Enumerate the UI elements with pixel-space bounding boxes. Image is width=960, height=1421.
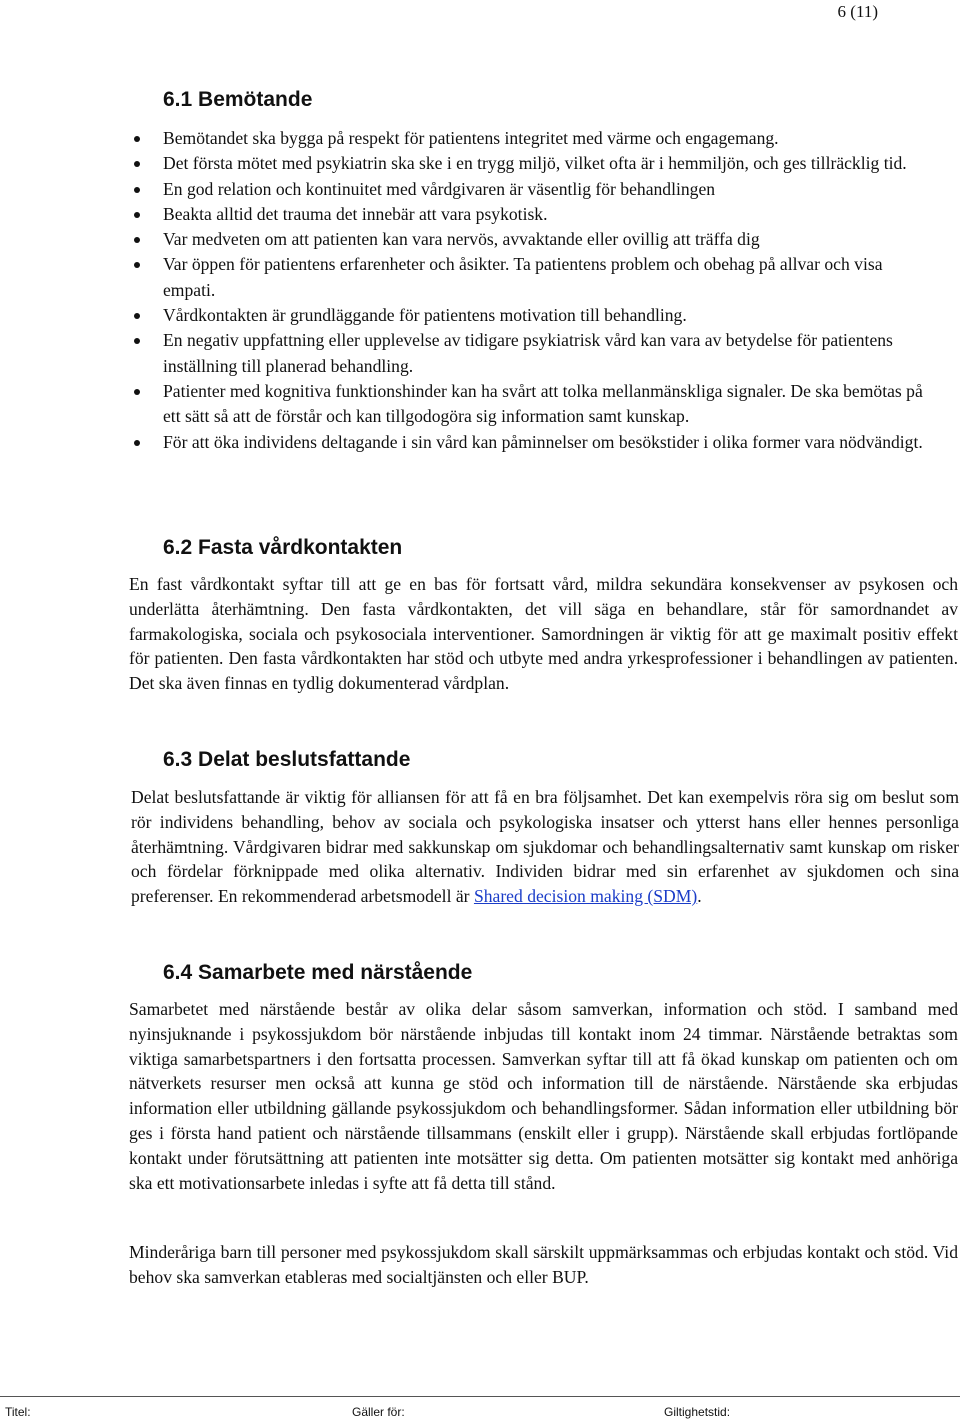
- section-heading-fasta-vardkontakten: 6.2 Fasta vårdkontakten: [163, 536, 403, 559]
- footer-validity-label: Giltighetstid:: [664, 1405, 731, 1419]
- list-item-text: Var öppen för patientens erfarenheter och åsikter. Ta patientens problem och obehag på allvar och visa empati.: [163, 254, 883, 300]
- list-item-text: En god relation och kontinuitet med vårdgivaren är väsentlig för behandlingen: [163, 178, 716, 199]
- list-item-text: Var medveten om att patienten kan vara nervös, avvaktande eller ovillig att träffa dig: [163, 229, 760, 250]
- sentence-end: .: [697, 886, 702, 907]
- list-item-text: En negativ uppfattning eller upplevelse av tidigare psykiatrisk vård kan vara av betydelse för patientens inställning till planerad behandling.: [163, 330, 893, 376]
- bullet-icon: [134, 136, 140, 142]
- list-item: [0, 303, 933, 328]
- sdm-link[interactable]: Shared decision making (SDM): [473, 886, 698, 907]
- list-item: [0, 328, 933, 379]
- section-heading-bemotande: 6.1 Bemötande: [163, 88, 313, 111]
- list-item-text: Vårdkontakten är grundläggande för patientens motivation till behandling.: [163, 305, 687, 326]
- list-item-text: Patienter med kognitiva funktionshinder kan ha svårt att tolka mellanmänskliga signaler. De ska bemötas på ett sätt så att de förstår och kan tillgodogöra sig information samt kunskap.: [163, 380, 923, 427]
- list-item-text: Beakta alltid det trauma det innebär att vara psykotisk.: [163, 203, 548, 224]
- footer-applies-label: Gäller för:: [352, 1405, 405, 1419]
- fasta-vardkontakten-paragraph: En fast vårdkontakt syftar till att ge en bas för fortsatt vård, mildra sekundära konsekvenser av psykosen och underlätta återhämtning. Den fasta vårdkontakten, det vill säga en behandlare, står för samordnandet av farmakologiska, sociala och psykosociala interventioner. Samordningen är viktig för att ge maximalt positiv effekt för patienten. Den fasta vårdkontakten har stöd och utbyte med andra yrkesprofessioner i behandlingen av patienten. Det ska även finnas en tydlig dokumenterad vårdplan.: [129, 574, 958, 694]
- bullet-icon: [134, 440, 140, 446]
- samarbete-paragraph-2: Minderåriga barn till personer med psykossjukdom skall särskilt uppmärksammas och erbjudas kontakt och stöd. Vid behov ska samverkan etableras med socialtjänsten och eller BUP.: [129, 1242, 958, 1287]
- bullet-icon: [134, 389, 140, 395]
- section-heading-delat-beslutsfattande: 6.3 Delat beslutsfattande: [163, 748, 411, 771]
- list-item: [0, 227, 933, 252]
- bullet-icon: [134, 212, 140, 218]
- list-item: [0, 430, 933, 455]
- list-item: [0, 202, 933, 227]
- bullet-icon: [134, 313, 140, 319]
- bullet-icon: [134, 338, 140, 344]
- section-heading-samarbete-narstaende: 6.4 Samarbete med närstående: [163, 961, 473, 984]
- list-item: [0, 177, 933, 202]
- list-item: [0, 151, 933, 176]
- bullet-icon: [134, 262, 140, 268]
- bullet-icon: [134, 237, 140, 243]
- bemotande-bullet-list: [0, 126, 960, 455]
- list-item-text: För att öka individens deltagande i sin vård kan påminnelser om besökstider i olika former vara nödvändigt.: [163, 431, 923, 452]
- list-item: [0, 126, 933, 151]
- list-item: [0, 252, 933, 303]
- samarbete-paragraph-1: Samarbetet med närstående består av olika delar såsom samverkan, information och stöd. I samband med nyinsjuknande i psykossjukdom bör närstående inbjudas till kontakt inom 24 timmar. Närstående betraktas som viktiga samarbetspartners i den fortsatta processen. Samverkan syftar till att få ökad kunskap om patienten och om nätverkets resurser men också att kunna ge stöd och information till de närstående. Närstående ska erbjudas information eller utbildning gällande psykossjukdom och behandlingsformer. Sådan information eller utbildning bör ges i första hand patient och närstående tillsammans (enskilt eller i grupp). Närstående skall erbjudas fortlöpande kontakt under förutsättning att patienten inte motsätter sig detta. Om patienten motsätter sig kontakt med anhöriga ska ett motivationsarbete inledas i syfte att få detta till stånd.: [129, 999, 958, 1193]
- list-item-text: Bemötandet ska bygga på respekt för patientens integritet med värme och engagemang.: [163, 128, 779, 148]
- bullet-icon: [134, 187, 140, 193]
- page-number: 6 (11): [837, 2, 878, 21]
- footer-divider: [0, 1396, 960, 1397]
- list-item: [0, 379, 933, 430]
- bullet-icon: [134, 161, 140, 167]
- footer-title-label: Titel:: [5, 1405, 31, 1419]
- delat-beslutsfattande-text: Delat beslutsfattande är viktig för alliansen för att få en bra följsamhet. Det kan exempelvis röra sig om beslut som rör individens behandling, behov av sociala och psykologiska insatser och ytterst hans eller hennes personliga återhämtning. Vårdgivaren bidrar med sakkunskap om sjukdomar och behandlingsalternativ samt kunskap om risker och fördelar förknippade med olika alternativ. Individen bidrar med sin erfarenhet av sjukdomen och sina preferenser. En rekommenderad arbetsmodell är: [131, 787, 959, 907]
- list-item-text: Det första mötet med psykiatrin ska ske i en trygg miljö, vilket ofta är i hemmiljön, och ges tillräcklig tid.: [163, 153, 907, 174]
- delat-beslutsfattande-paragraph: [131, 785, 959, 909]
